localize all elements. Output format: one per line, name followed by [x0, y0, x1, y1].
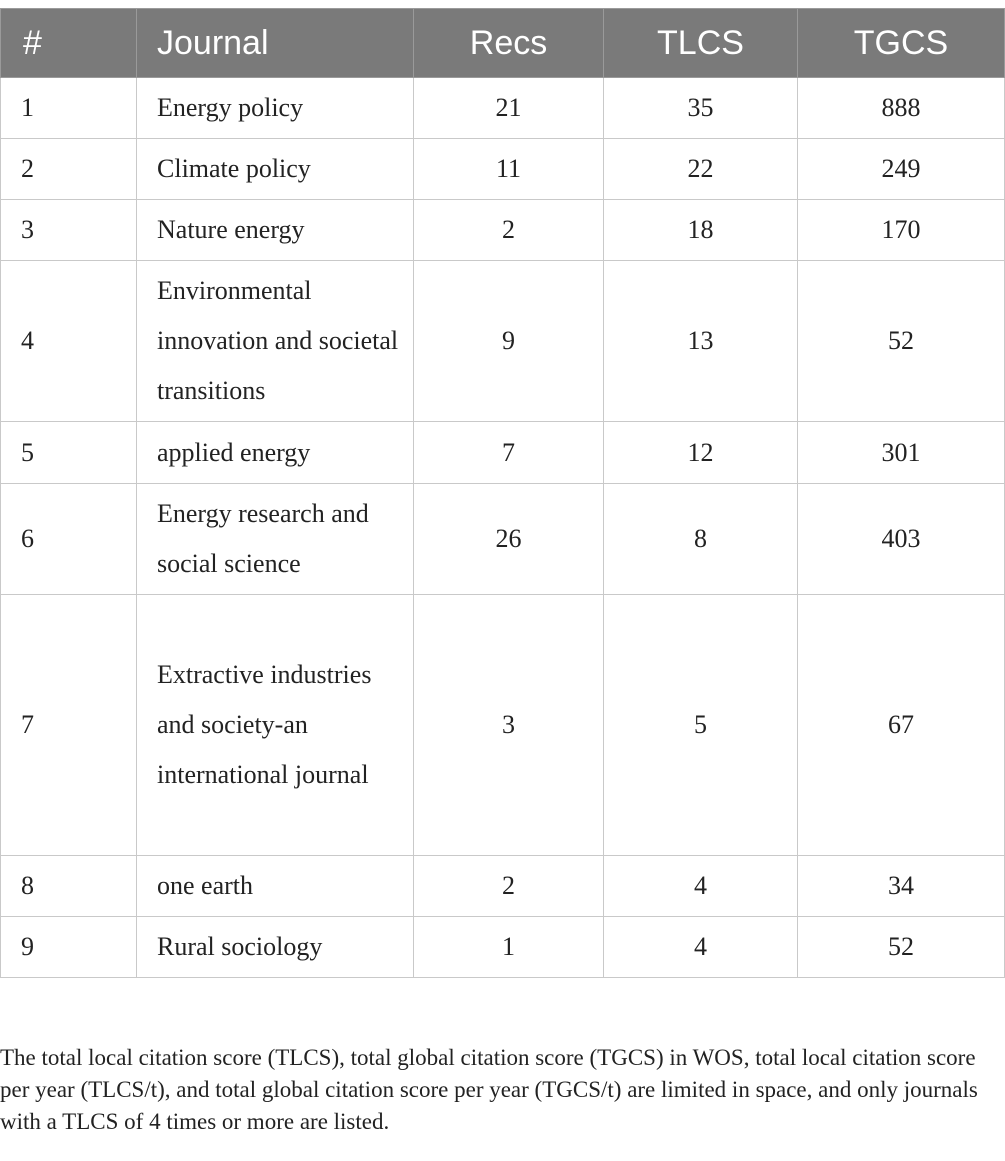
table-row [1, 856, 1005, 917]
cell-tgcs: 403 [798, 484, 1005, 595]
cell-journal: Climate policy [137, 139, 414, 200]
cell-tlcs: 18 [604, 200, 798, 261]
cell-number: 2 [1, 139, 137, 200]
cell-tgcs: 52 [798, 917, 1005, 978]
journal-citation-table [0, 8, 1005, 978]
cell-tgcs: 301 [798, 422, 1005, 484]
cell-tgcs: 249 [798, 139, 1005, 200]
cell-journal: Nature energy [137, 200, 414, 261]
cell-tlcs: 12 [604, 422, 798, 484]
table-footnote: The total local citation score (TLCS), total global citation score (TGCS) in WOS, total local citation score per year (TLCS/t), and total global citation score per year (TGCS/t) are limited in space, and only journals with a TLCS of 4 times or more are listed. [0, 1045, 978, 1134]
cell-number: 1 [1, 78, 137, 139]
cell-tlcs: 13 [604, 261, 798, 422]
cell-number: 8 [1, 856, 137, 917]
cell-recs: 11 [414, 139, 604, 200]
header-recs: Recs [414, 9, 604, 78]
header-tgcs: TGCS [798, 9, 1005, 78]
table-row [1, 484, 1005, 595]
cell-recs: 21 [414, 78, 604, 139]
journal-citation-table-container [0, 8, 1004, 978]
header-number: # [1, 9, 137, 78]
cell-tgcs: 34 [798, 856, 1005, 917]
cell-recs: 1 [414, 917, 604, 978]
cell-journal: Rural sociology [137, 917, 414, 978]
cell-recs: 7 [414, 422, 604, 484]
cell-journal: Extractive industries and society-an international journal [137, 595, 414, 856]
table-row [1, 78, 1005, 139]
cell-tgcs: 888 [798, 78, 1005, 139]
cell-journal: Environmental innovation and societal transitions [137, 261, 414, 422]
cell-tgcs: 67 [798, 595, 1005, 856]
cell-recs: 3 [414, 595, 604, 856]
cell-journal: Energy research and social science [137, 484, 414, 595]
cell-tlcs: 8 [604, 484, 798, 595]
cell-tgcs: 170 [798, 200, 1005, 261]
cell-recs: 9 [414, 261, 604, 422]
header-tlcs: TLCS [604, 9, 798, 78]
table-row [1, 261, 1005, 422]
cell-tlcs: 4 [604, 917, 798, 978]
table-row [1, 422, 1005, 484]
cell-recs: 2 [414, 200, 604, 261]
cell-journal: Energy policy [137, 78, 414, 139]
cell-tlcs: 5 [604, 595, 798, 856]
header-journal: Journal [137, 9, 414, 78]
cell-number: 6 [1, 484, 137, 595]
cell-number: 9 [1, 917, 137, 978]
cell-journal: applied energy [137, 422, 414, 484]
table-row [1, 200, 1005, 261]
table-header-row [1, 9, 1005, 78]
cell-journal: one earth [137, 856, 414, 917]
cell-recs: 2 [414, 856, 604, 917]
cell-number: 3 [1, 200, 137, 261]
cell-recs: 26 [414, 484, 604, 595]
table-row [1, 917, 1005, 978]
cell-tgcs: 52 [798, 261, 1005, 422]
cell-tlcs: 4 [604, 856, 798, 917]
cell-number: 5 [1, 422, 137, 484]
table-row [1, 595, 1005, 856]
cell-tlcs: 35 [604, 78, 798, 139]
cell-number: 7 [1, 595, 137, 856]
cell-tlcs: 22 [604, 139, 798, 200]
table-row [1, 139, 1005, 200]
cell-number: 4 [1, 261, 137, 422]
